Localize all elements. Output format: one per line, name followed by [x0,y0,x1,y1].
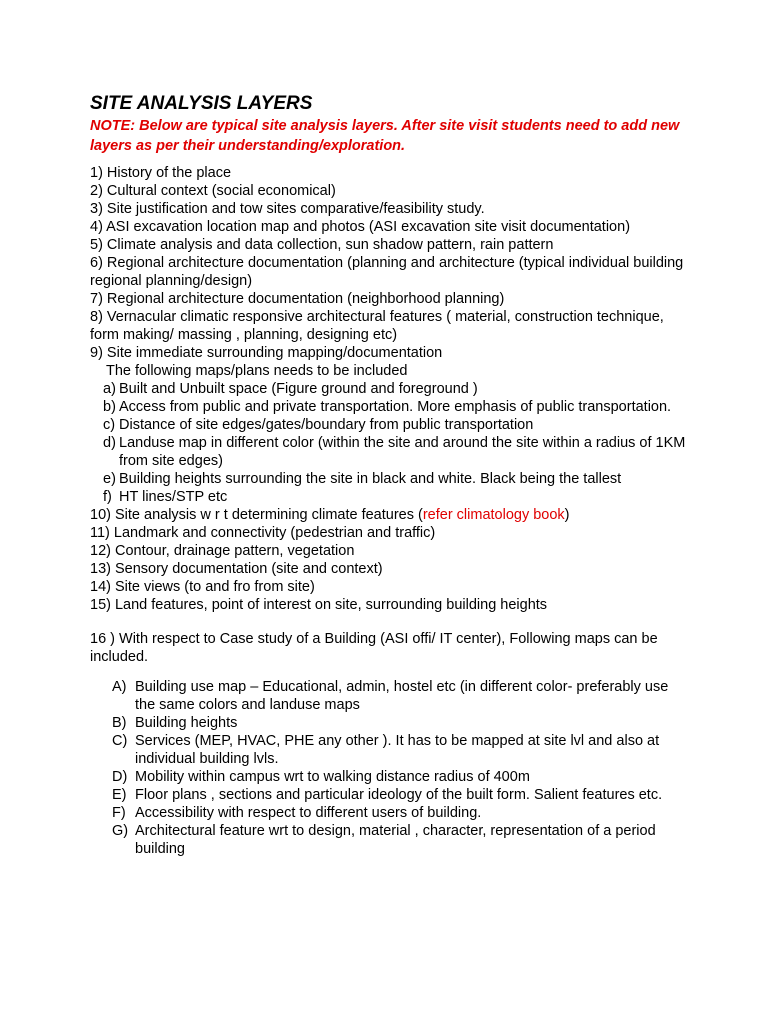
case-study-text: Accessibility with respect to different users of building. [135,805,482,821]
sub-item [90,398,690,416]
sub-item [90,416,690,434]
case-study-item [90,822,690,858]
case-study-marker: B) [112,715,127,731]
case-study-item [90,714,690,732]
document-content [90,92,690,858]
item10-prefix: 10) Site analysis w r t determining climate features ( [90,507,423,523]
page-title: SITE ANALYSIS LAYERS [90,93,313,114]
list-item [90,506,690,524]
sub-item [90,380,690,398]
item10-suffix: ) [564,507,570,523]
list-item: 13) Sensory documentation (site and context) [90,561,383,577]
case-study-item [90,732,690,768]
list-item: 6) Regional architecture documentation (planning and architecture (typical individual building regional planning/design) [90,255,684,289]
case-study-text: Building heights [135,715,238,731]
list-item: 11) Landmark and connectivity (pedestrian and traffic) [90,525,436,541]
item9-intro: The following maps/plans needs to be included [106,363,408,379]
sub-item-marker: b) [103,399,116,415]
case-study-marker: E) [112,787,127,803]
sub-item [90,434,690,470]
case-study-item [90,768,690,786]
list-item: 8) Vernacular climatic responsive architectural features ( material, construction technique, form making/ massing , planning, designing etc) [90,309,664,343]
case-study-text: Architectural feature wrt to design, material , character, representation of a period building [135,823,656,857]
spacer [90,614,690,630]
list-item: 7) Regional architecture documentation (neighborhood planning) [90,291,505,307]
case-study-marker: A) [112,679,127,695]
sub-item-text: Building heights surrounding the site in black and white. Black being the tallest [119,471,622,487]
case-study-item [90,678,690,714]
sub-item-text: Landuse map in different color (within the site and around the site within a radius of 1KM from site edges) [119,435,686,469]
case-study-marker: C) [112,733,128,749]
sub-item-marker: d) [103,435,116,451]
sub-item-text: Access from public and private transportation. More emphasis of public transportation. [119,399,672,415]
sub-item-marker: a) [103,381,116,397]
case-study-marker: D) [112,769,128,785]
case-study-marker: F) [112,805,126,821]
case-study-text: Mobility within campus wrt to walking distance radius of 400m [135,769,530,785]
list-item: 2) Cultural context (social economical) [90,183,336,199]
sub-item-text: HT lines/STP etc [119,489,228,505]
sub-item-marker: f) [103,489,112,505]
item16-text: 16 ) With respect to Case study of a Building (ASI offi/ IT center), Following maps can be included. [90,631,658,665]
case-study-text: Floor plans , sections and particular ideology of the built form. Salient features etc. [135,787,663,803]
case-study-text: Services (MEP, HVAC, PHE any other ). It has to be mapped at site lvl and also at individual building lvls. [135,733,660,767]
case-study-item [90,786,690,804]
sub-item [90,488,690,506]
sub-item-marker: c) [103,417,116,433]
list-item: 15) Land features, point of interest on site, surrounding building heights [90,597,548,613]
list-item: 9) Site immediate surrounding mapping/documentation [90,345,443,361]
case-study-list [90,678,690,858]
list-item: 5) Climate analysis and data collection, sun shadow pattern, rain pattern [90,237,554,253]
list-item: 3) Site justification and tow sites comparative/feasibility study. [90,201,485,217]
list-item: 1) History of the place [90,165,232,181]
sub-item [90,470,690,488]
case-study-item [90,804,690,822]
list-item: 12) Contour, drainage pattern, vegetation [90,543,355,559]
sub-item-marker: e) [103,471,116,487]
sub-item-text: Built and Unbuilt space (Figure ground and foreground ) [119,381,478,397]
list-item: 14) Site views (to and fro from site) [90,579,315,595]
spacer [90,666,690,678]
case-study-text: Building use map – Educational, admin, hostel etc (in different color- preferably use the same colors and landuse maps [135,679,669,713]
note-text: NOTE: Below are typical site analysis layers. After site visit students need to add new layers as per their understanding/exploration. [90,118,680,154]
item10-reference: refer climatology book [422,507,565,523]
sub-item-text: Distance of site edges/gates/boundary from public transportation [119,417,534,433]
list-item: 4) ASI excavation location map and photos (ASI excavation site visit documentation) [90,219,631,235]
item-list [90,164,690,614]
case-study-marker: G) [112,823,129,839]
